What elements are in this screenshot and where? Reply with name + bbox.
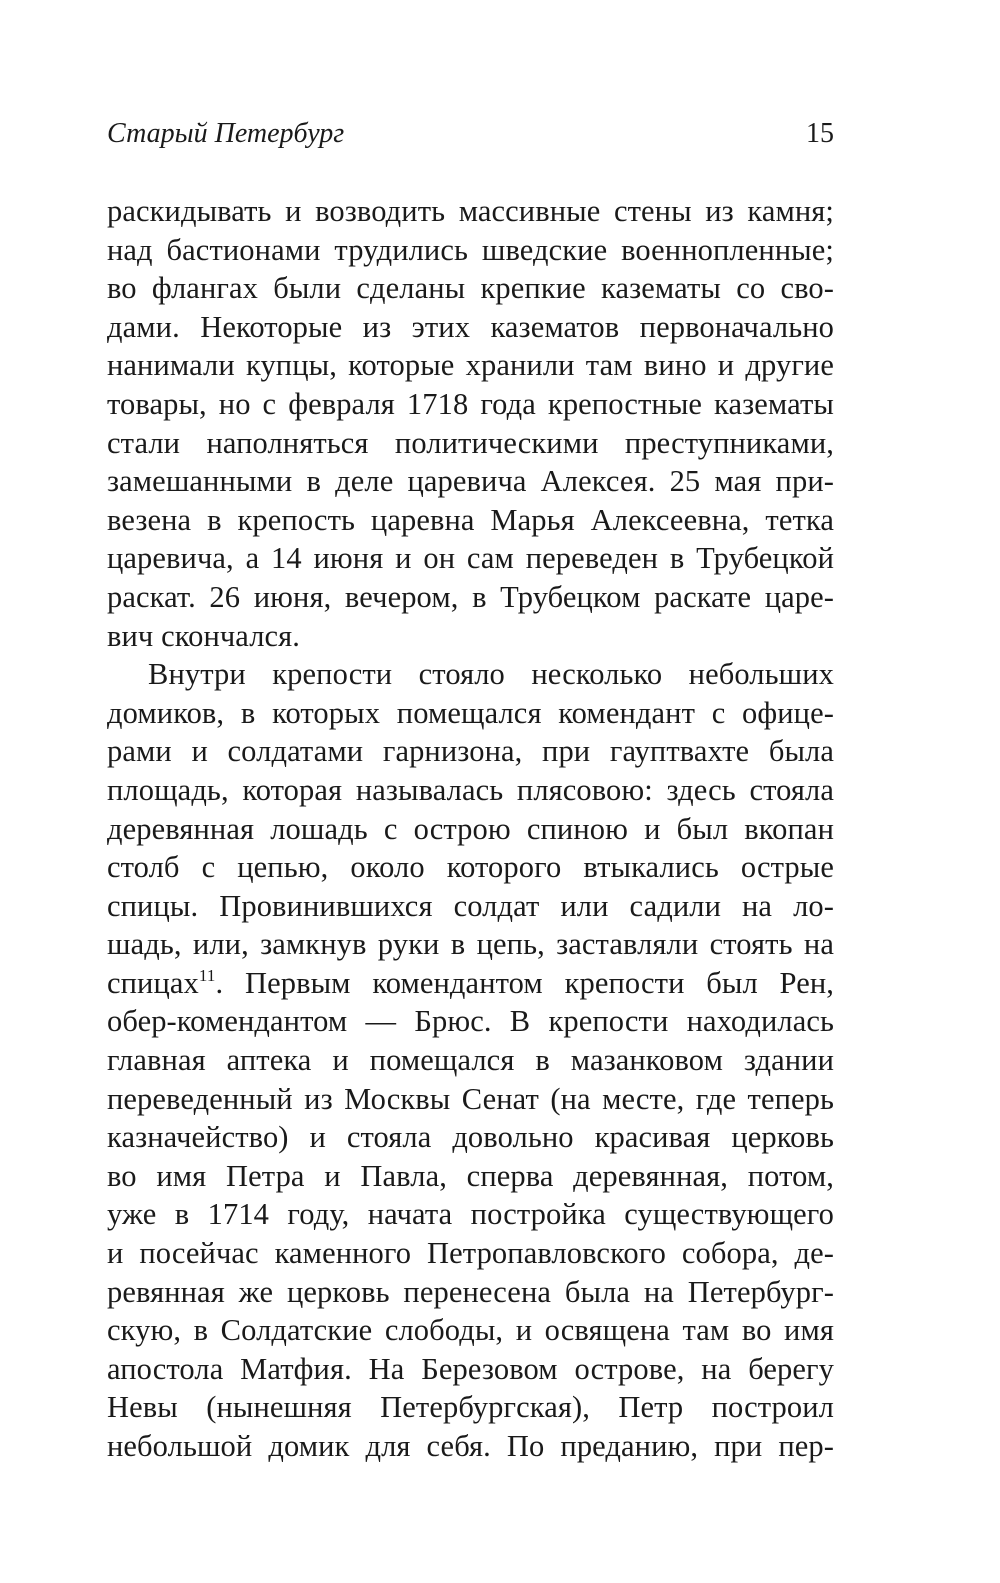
text-line: ревянная же церковь перенесена была на Петербург-: [107, 1274, 834, 1309]
text-line: скую, в Солдатские слободы, и освящена там во имя: [107, 1313, 834, 1348]
running-title: Старый Петербург: [107, 118, 345, 149]
text-line: шадь, или, замкнув руки в цепь, заставляли стоять на: [107, 927, 834, 962]
text-line: и посейчас каменного Петропавловского собора, де-: [107, 1236, 834, 1271]
running-head: [107, 118, 834, 172]
text-line: апостола Матфия. На Березовом острове, на берегу: [107, 1351, 834, 1386]
text-line: деревянная лошадь с острою спиною и был вкопан: [107, 811, 834, 846]
text-line: замешанными в деле царевича Алексея. 25 мая при-: [107, 464, 834, 499]
text-fragment: . Первым комендантом крепости был Рен,: [215, 965, 834, 1000]
footnote-reference[interactable]: 11: [198, 965, 216, 985]
page-number: 15: [806, 118, 834, 149]
text-line: вич скончался.: [107, 618, 301, 653]
paragraph-1: [107, 192, 834, 655]
text-line: Внутри крепости стояло несколько небольших: [148, 657, 834, 692]
text-line: царевича, а 14 июня и он сам переведен в Трубецкой: [107, 541, 834, 576]
text-line: столб с цепью, около которого втыкались острые: [107, 850, 834, 885]
text-line: стали наполняться политическими преступниками,: [107, 425, 834, 460]
text-line: товары, но с февраля 1718 года крепостные казематы: [107, 386, 834, 421]
text-line: обер-комендантом — Брюс. В крепости находилась: [107, 1004, 834, 1039]
text-line: над бастионами трудились шведские военнопленные;: [107, 232, 834, 267]
text-line: рами и солдатами гарнизона, при гауптвахте была: [107, 734, 834, 769]
text-line: спицы. Провинившихся солдат или садили на ло-: [107, 888, 834, 923]
text-line: небольшой домик для себя. По преданию, при пер-: [107, 1429, 834, 1463]
text-line: домиков, в которых помещался комендант с офице-: [107, 695, 834, 730]
text-line: раскат. 26 июня, вечером, в Трубецком раскате царе-: [107, 579, 834, 614]
text-line: раскидывать и возводить массивные стены из камня;: [107, 194, 834, 228]
text-fragment: спицах: [107, 965, 199, 1000]
text-line: во флангах были сделаны крепкие казематы со сво-: [107, 271, 834, 306]
text-line: казначейство) и стояла довольно красивая церковь: [107, 1120, 834, 1155]
text-line: везена в крепость царевна Марья Алексеевна, тетка: [107, 502, 834, 537]
text-line: нанимали купцы, которые хранили там вино и другие: [107, 348, 834, 383]
text-line: уже в 1714 году, начата постройка существующего: [107, 1197, 834, 1232]
text-line: Невы (нынешняя Петербургская), Петр построил: [107, 1390, 834, 1425]
page-content: [107, 118, 834, 1466]
text-line: дами. Некоторые из этих казематов первоначально: [107, 309, 834, 344]
text-line: главная аптека и помещался в мазанковом здании: [107, 1043, 834, 1078]
body-text: [107, 192, 834, 1466]
text-line-with-footnote: [107, 964, 834, 1003]
paragraph-2: [107, 655, 834, 1465]
text-line: переведенный из Москвы Сенат (на месте, где теперь: [107, 1081, 834, 1116]
text-line: во имя Петра и Павла, сперва деревянная, потом,: [107, 1158, 834, 1193]
text-line: площадь, которая называлась плясовою: здесь стояла: [107, 772, 834, 807]
